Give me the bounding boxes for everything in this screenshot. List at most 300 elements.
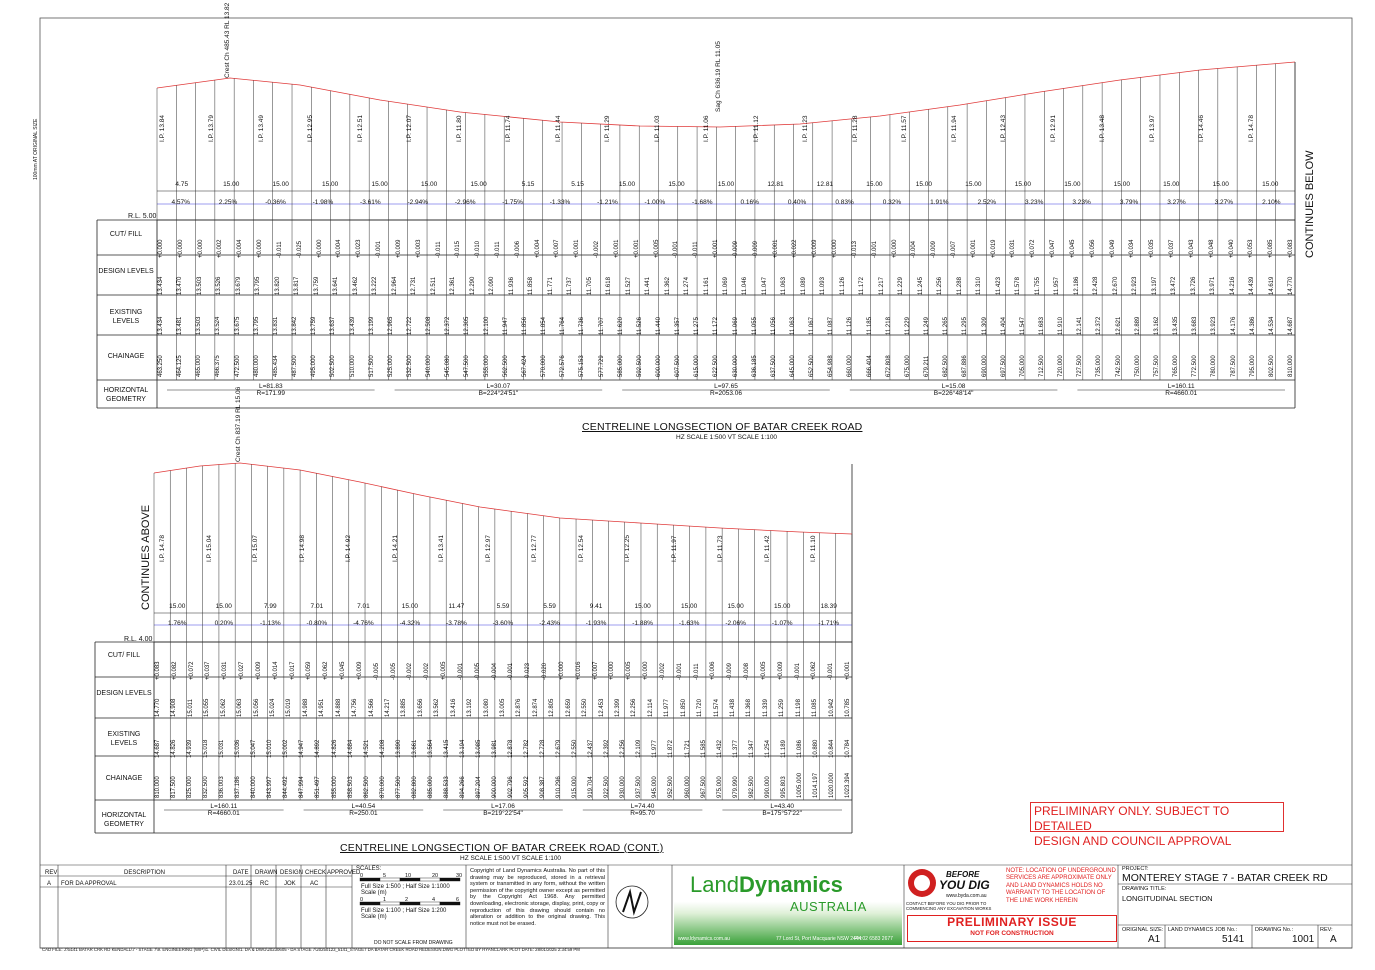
- existing-level: 11.764: [560, 317, 567, 335]
- chainage-value: 908.387: [540, 776, 547, 798]
- grade-label: 3.27%: [1167, 199, 1186, 206]
- cut-fill-value: +0.000: [316, 239, 323, 258]
- chainage-value: 960.000: [684, 776, 691, 798]
- existing-level: 14.684: [347, 739, 354, 758]
- chainage-value: 837.186: [235, 776, 242, 798]
- cut-fill-value: -0.011: [435, 241, 442, 258]
- design-level: 12.731: [411, 276, 418, 295]
- services-note: NOTE: LOCATION OF UNDERGROUND SERVICES ARE APPROXIMATE ONLY AND LAND DYNAMICS HOLDS NO WARRANTY TO THE LOCATION OF THE LINE WORK HEREIN: [1006, 868, 1116, 904]
- cut-fill-value: +0.040: [1228, 239, 1235, 258]
- rev-a-check: AC: [310, 881, 319, 887]
- chainage-value: 851.497: [315, 776, 322, 798]
- distance-label: 5.59: [496, 603, 510, 610]
- grade-label: 1.91%: [930, 199, 949, 206]
- distance-label: 15.00: [223, 181, 240, 188]
- chainage-value: 502.500: [330, 355, 337, 377]
- chainage-value: 952.500: [668, 776, 675, 798]
- distance-label: 4.75: [175, 181, 189, 188]
- design-level: 12.399: [615, 698, 621, 717]
- chainage-value: 858.503: [347, 776, 354, 798]
- chainage-value: 877.500: [395, 776, 402, 798]
- existing-level: 13.675: [234, 316, 241, 335]
- design-level: 12.964: [391, 276, 398, 295]
- existing-level: 11.432: [716, 740, 723, 758]
- existing-level: 13.439: [349, 316, 356, 335]
- rev-header-description: DESCRIPTION: [124, 870, 166, 876]
- design-level: 11.850: [680, 699, 687, 717]
- existing-level: 13.194: [459, 739, 466, 758]
- distance-label: 18.39: [820, 603, 837, 610]
- chainage-value: 795.000: [1249, 355, 1256, 377]
- cut-fill-value: +0.037: [1169, 239, 1176, 258]
- existing-level: 12.679: [556, 739, 563, 758]
- existing-level: 10.880: [812, 739, 819, 758]
- grade-label: 3.23%: [1024, 199, 1044, 206]
- design-level: 11.126: [839, 277, 846, 295]
- cut-fill-value: -0.005: [474, 662, 481, 680]
- cut-fill-value: +0.001: [633, 239, 640, 258]
- design-level: 12.256: [631, 698, 638, 717]
- grade-label: 2.25%: [218, 199, 238, 206]
- design-level: 11.172: [859, 277, 866, 295]
- byda-you-dig: YOU DIG: [939, 878, 990, 892]
- cut-fill-value: +0.003: [415, 239, 422, 258]
- cut-fill-value: +0.002: [217, 239, 224, 258]
- existing-level: 15.047: [251, 739, 258, 758]
- existing-level: 11.547: [1019, 317, 1026, 335]
- ip-label: I.P. 11.44: [554, 115, 562, 142]
- bottom-crest-label: Crest Ch 837.19 RL 15.06: [235, 386, 242, 462]
- chainage-value: 555.000: [483, 355, 490, 377]
- existing-level: 11.275: [694, 317, 701, 335]
- existing-level: 11.185: [866, 317, 873, 335]
- bottom-datum: R.L. 4.00: [124, 636, 153, 643]
- ip-label: I.P. 11.73: [717, 535, 725, 562]
- grade-label: -3.61%: [360, 199, 381, 206]
- design-level: 12.550: [582, 698, 589, 717]
- distance-label: 15.00: [169, 603, 186, 610]
- cut-fill-value: +0.004: [237, 239, 244, 258]
- cut-fill-value: +0.014: [272, 661, 279, 680]
- cut-fill-value: +0.000: [643, 661, 650, 680]
- geometry-radius: B=175°57'22": [762, 810, 802, 817]
- chainage-value: 672.808: [885, 355, 892, 377]
- cut-fill-value: +0.083: [155, 661, 161, 680]
- ip-label: I.P. 14.21: [391, 535, 399, 562]
- profile-line: [157, 62, 1295, 127]
- design-level: 14.619: [1268, 276, 1275, 295]
- existing-level: 11.910: [1058, 317, 1065, 335]
- cut-fill-value: +0.006: [710, 661, 717, 680]
- scale2-tick-4: 6: [456, 897, 460, 903]
- grade-label: -1.21%: [597, 199, 618, 206]
- design-level: 15.011: [187, 699, 194, 717]
- geometry-radius: B=226°48'14": [933, 390, 974, 397]
- ip-label: I.P. 14.98: [298, 535, 306, 562]
- cut-fill-value: -0.006: [514, 240, 521, 258]
- existing-level: 13.831: [272, 316, 279, 335]
- not-for-construction: NOT FOR CONSTRUCTION: [970, 930, 1054, 937]
- chainage-value: 697.500: [1000, 355, 1007, 377]
- design-level: 11.574: [713, 699, 720, 717]
- design-level: 13.795: [255, 276, 262, 295]
- cut-fill-value: +0.005: [626, 661, 633, 680]
- existing-level: 11.063: [790, 317, 797, 335]
- drawing-title: LONGITUDINAL SECTION: [1122, 894, 1213, 903]
- geometry-length: L=43.40: [770, 803, 795, 810]
- chainage-value: 937.500: [636, 776, 643, 798]
- geometry-length: L=74.40: [630, 803, 655, 810]
- chainage-value: 802.500: [1268, 355, 1275, 377]
- existing-level: 13.435: [1173, 316, 1180, 335]
- geometry-radius: R=4660.01: [1165, 390, 1198, 397]
- design-level: 11.438: [730, 699, 736, 717]
- chainage-value: 882.800: [411, 776, 418, 798]
- distance-label: 7.01: [357, 603, 370, 610]
- cut-fill-value: -0.001: [376, 240, 383, 258]
- existing-level: 12.372: [1096, 316, 1103, 335]
- existing-level: 11.189: [780, 740, 787, 758]
- cut-fill-value: +0.009: [777, 661, 784, 680]
- design-level: 14.908: [171, 698, 178, 717]
- grade-label: 3.23%: [1072, 199, 1091, 206]
- chainage-value: 577.729: [598, 355, 605, 377]
- grade-label: -2.94%: [407, 199, 429, 206]
- geometry-length: L=81.83: [258, 383, 283, 390]
- ip-label: I.P. 13.84: [159, 115, 166, 142]
- cut-fill-value: -0.001: [828, 662, 835, 680]
- chainage-value: 967.500: [700, 776, 707, 798]
- cut-fill-value: -0.001: [508, 662, 515, 680]
- existing-level: 11.707: [598, 317, 605, 335]
- chainage-value: 900.000: [491, 776, 498, 798]
- existing-level: 14.826: [171, 739, 178, 758]
- design-level: 11.441: [645, 277, 652, 295]
- design-level: 13.222: [372, 276, 379, 295]
- design-level: 11.936: [508, 277, 515, 295]
- design-level: 11.085: [812, 699, 819, 717]
- existing-level: 12.508: [426, 316, 433, 335]
- ip-label: I.P. 11.74: [505, 115, 513, 142]
- design-level: 13.197: [1151, 276, 1158, 295]
- design-level: 11.047: [761, 277, 768, 295]
- grade-label: 4.57%: [171, 199, 190, 206]
- bottom-row-chainage: CHAINAGE: [105, 775, 143, 782]
- ip-label: I.P. 11.06: [703, 115, 711, 142]
- geometry-length: L=15.08: [941, 383, 966, 390]
- chainage-value: 540.000: [426, 355, 433, 377]
- cut-fill-value: +0.000: [257, 239, 264, 258]
- chainage-value: 472.500: [234, 355, 241, 377]
- existing-level: 12.141: [1077, 316, 1084, 335]
- existing-level: 13.434: [158, 316, 164, 335]
- chainage-value: 735.000: [1096, 355, 1103, 377]
- chainage-value: 622.500: [713, 355, 720, 377]
- cut-fill-value: -0.001: [673, 240, 680, 258]
- cut-fill-value: +0.072: [188, 661, 195, 680]
- rev-header-date: DATE: [233, 870, 249, 876]
- project-name: MONTEREY STAGE 7 - BATAR CREEK RD: [1122, 872, 1328, 884]
- cut-fill-value: -0.002: [659, 662, 666, 680]
- existing-level: 11.172: [713, 317, 720, 335]
- existing-level: 12.550: [572, 739, 579, 758]
- chainage-value: 607.500: [675, 355, 682, 377]
- cut-fill-value: +0.009: [395, 239, 402, 258]
- scale1-unit: Scale (m): [361, 890, 387, 896]
- rev-a: A: [47, 881, 52, 887]
- rev-a-design: JOK: [284, 881, 296, 887]
- distance-label: 15.00: [717, 181, 735, 188]
- existing-level: 11.977: [652, 740, 659, 758]
- existing-level: 11.249: [924, 317, 931, 335]
- chainage-value: 810.000: [1288, 355, 1294, 377]
- ip-label: I.P. 15.04: [205, 535, 213, 562]
- geometry-radius: B=219°22'54": [483, 810, 523, 817]
- cut-fill-value: +0.062: [323, 661, 330, 680]
- cut-fill-value: +0.049: [1109, 239, 1116, 258]
- grade-label: -0.36%: [265, 199, 286, 206]
- design-level: 13.192: [467, 698, 474, 717]
- chainage-value: 975.000: [716, 776, 723, 798]
- existing-level: 13.890: [395, 739, 402, 758]
- chainage-value: 1005.000: [796, 772, 803, 798]
- cut-fill-value: +0.043: [1188, 239, 1195, 258]
- grade-label: 3.27%: [1214, 199, 1234, 206]
- ip-label: I.P. 11.12: [752, 115, 760, 142]
- ip-label: I.P. 12.97: [484, 535, 492, 562]
- existing-level: 12.728: [540, 739, 547, 758]
- rev-header-design: DESIGN: [280, 870, 304, 876]
- ip-label: I.P. 12.51: [356, 115, 364, 142]
- chainage-value: 615.000: [694, 355, 701, 377]
- chainage-value: 787.500: [1230, 355, 1237, 377]
- design-level: 14.216: [1229, 276, 1236, 295]
- design-level: 13.562: [434, 698, 441, 717]
- ip-label: I.P. 11.42: [763, 535, 771, 562]
- ip-label: I.P. 11.10: [810, 535, 818, 562]
- grade-label: -1.98%: [312, 199, 334, 206]
- cut-fill-value: +0.017: [289, 661, 296, 680]
- chainage-value: 1020.000: [828, 772, 835, 798]
- cut-fill-value: -0.001: [871, 240, 878, 258]
- distance-label: 15.00: [470, 181, 487, 188]
- existing-level: 11.056: [770, 317, 777, 335]
- chainage-value: 562.500: [502, 355, 509, 377]
- chainage-value: 930.000: [620, 776, 627, 798]
- existing-level: 11.721: [684, 740, 691, 758]
- top-title: CENTRELINE LONGSECTION OF BATAR CREEK ROAD: [582, 421, 863, 433]
- design-level: 12.659: [565, 698, 572, 717]
- chainage-value: 705.000: [1019, 355, 1026, 377]
- chainage-value: 840.000: [251, 776, 258, 798]
- existing-level: 13.564: [427, 739, 434, 758]
- cut-fill-value: -0.025: [296, 240, 303, 258]
- existing-level: 14.947: [299, 739, 306, 758]
- top-sag-label: Sag Ch 636.19 RL 11.05: [715, 41, 722, 112]
- design-level: 13.971: [1210, 276, 1217, 295]
- project-label: PROJECT:: [1122, 866, 1149, 872]
- existing-level: 12.437: [588, 739, 595, 758]
- cut-fill-value: -0.008: [744, 662, 751, 680]
- grade-label: -0.80%: [306, 620, 328, 627]
- design-level: 12.670: [1112, 276, 1119, 295]
- cut-fill-value: +0.085: [1268, 239, 1275, 258]
- chainage-value: 570.000: [541, 355, 548, 377]
- chainage-value: 945.000: [652, 776, 659, 798]
- top-scale: HZ SCALE 1:500 VT SCALE 1:100: [676, 434, 778, 441]
- geometry-radius: R=95.70: [630, 810, 655, 817]
- scale1-tick-3: 20: [432, 873, 439, 879]
- grade-label: -1.93%: [585, 620, 607, 627]
- chainage-value: 545.080: [445, 355, 452, 377]
- existing-level: 15.002: [283, 739, 290, 758]
- cut-fill-value: +0.048: [1208, 239, 1215, 258]
- cut-fill-value: -0.001: [457, 662, 464, 680]
- distance-label: 12.81: [816, 181, 834, 188]
- existing-level: 12.109: [636, 739, 643, 758]
- existing-level: 12.621: [1115, 316, 1122, 335]
- chainage-value: 637.500: [770, 355, 777, 377]
- existing-level: 12.782: [524, 739, 531, 758]
- design-level: 12.874: [532, 698, 539, 717]
- design-level: 11.063: [781, 277, 788, 295]
- chainage-value: 682.500: [943, 355, 950, 377]
- design-level: 13.416: [450, 698, 457, 717]
- ip-label: I.P. 11.57: [901, 115, 909, 142]
- chainage-value: 720.000: [1058, 355, 1065, 377]
- chainage-value: 547.500: [464, 355, 471, 377]
- existing-level: 11.218: [885, 317, 892, 335]
- grade-label: 2.10%: [1262, 199, 1281, 206]
- cut-fill-value: -0.005: [373, 662, 380, 680]
- top-continues: CONTINUES BELOW: [1304, 150, 1316, 258]
- ip-label: I.P. 12.91: [1049, 115, 1057, 142]
- cut-fill-value: +0.007: [592, 661, 599, 680]
- chainage-value: 690.000: [981, 355, 988, 377]
- distance-label: 12.81: [767, 181, 784, 188]
- existing-level: 11.229: [904, 317, 911, 335]
- design-level: 15.063: [237, 698, 244, 717]
- existing-level: 12.305: [464, 316, 471, 335]
- scale1-tick-4: 30: [456, 873, 463, 879]
- design-level: 14.770: [155, 698, 161, 717]
- cut-fill-value: +0.072: [1030, 239, 1037, 258]
- cut-fill-value: +0.059: [306, 661, 313, 680]
- ip-label: I.P. 13.49: [257, 115, 265, 142]
- chainage-value: 636.185: [751, 355, 758, 377]
- ip-label: I.P. 12.54: [577, 535, 585, 562]
- existing-level: 13.085: [475, 739, 482, 758]
- existing-level: 11.126: [847, 317, 854, 335]
- rev-a-date: 23.01.25: [229, 881, 253, 887]
- design-level: 14.439: [1249, 276, 1256, 295]
- scale1-tick-1: 5: [383, 873, 387, 879]
- grade-label: 0.32%: [882, 199, 902, 206]
- existing-level: 14.208: [379, 739, 386, 758]
- ip-label: I.P. 11.23: [802, 115, 810, 142]
- scale1-text: Full Size 1:500 ; Half Size 1:1000: [361, 884, 450, 890]
- geometry-length: L=17.06: [491, 803, 515, 810]
- existing-level: 13.795: [253, 316, 260, 335]
- cut-fill-value: +0.004: [534, 239, 541, 258]
- chainage-value: 464.125: [177, 355, 184, 377]
- distance-label: 15.00: [915, 181, 933, 188]
- existing-level: 13.981: [491, 739, 498, 758]
- design-level: 11.977: [664, 699, 671, 717]
- ip-label: I.P. 14.92: [345, 535, 353, 562]
- grade-label: 2.52%: [977, 199, 996, 206]
- chainage-value: 660.000: [847, 355, 854, 377]
- design-level: 11.046: [742, 277, 749, 295]
- logo-australia: AUSTRALIA: [790, 899, 867, 914]
- chainage-value: 675.000: [904, 355, 911, 377]
- design-level: 12.361: [450, 276, 457, 295]
- preliminary-line1: PRELIMINARY ONLY. SUBJECT TO DETAILED: [1034, 804, 1230, 833]
- grade-label: -4.32%: [399, 620, 421, 627]
- scale2-tick-1: 1: [383, 897, 387, 903]
- cut-fill-value: +0.031: [222, 661, 229, 680]
- design-level: 13.434: [158, 276, 164, 295]
- existing-level: 12.256: [620, 739, 627, 758]
- profile-line: [154, 463, 852, 534]
- design-level: 11.161: [703, 277, 710, 295]
- cut-fill-value: +0.005: [653, 239, 660, 258]
- company-web: www.ldynamics.com.au: [678, 936, 730, 942]
- design-level: 11.259: [779, 699, 786, 717]
- design-level: 10.785: [845, 698, 851, 717]
- cut-fill-value: +0.045: [1069, 239, 1076, 258]
- design-level: 11.229: [898, 277, 905, 295]
- distance-label: 11.47: [448, 603, 465, 610]
- design-level: 10.942: [828, 698, 835, 717]
- original-size: A1: [1148, 934, 1161, 945]
- grade-label: 0.40%: [787, 199, 807, 206]
- design-level: 14.988: [302, 698, 309, 717]
- grade-label: -1.63%: [678, 620, 700, 627]
- existing-level: 11.620: [617, 317, 624, 335]
- design-level: 13.462: [352, 276, 359, 295]
- chainage-value: 480.000: [253, 355, 260, 377]
- bottom-row-existing: EXISTING LEVELS: [107, 731, 141, 747]
- chainage-value: 979.990: [732, 776, 739, 798]
- original-size-label: ORIGINAL SIZE:: [1122, 927, 1164, 933]
- existing-level: 13.661: [411, 739, 418, 758]
- existing-level: 15.031: [219, 739, 226, 758]
- existing-level: 11.856: [521, 317, 528, 335]
- chainage-value: 810.000: [155, 776, 161, 798]
- cut-fill-value: +0.016: [575, 661, 582, 680]
- distance-label: 15.00: [420, 181, 438, 188]
- cut-fill-value: -0.009: [727, 662, 734, 680]
- chainage-value: 870.000: [379, 776, 386, 798]
- byda-icon: [908, 869, 936, 897]
- chainage-value: 727.500: [1077, 355, 1084, 377]
- distance-label: 15.00: [1212, 181, 1229, 188]
- distance-label: 15.00: [1064, 181, 1081, 188]
- chainage-value: 844.492: [283, 776, 290, 798]
- existing-level: 11.087: [828, 317, 835, 335]
- geometry-length: L=30.07: [486, 383, 511, 390]
- cut-fill-value: +0.005: [441, 661, 448, 680]
- geometry-radius: B=224°24'51": [478, 390, 519, 397]
- cut-fill-value: -0.011: [276, 241, 283, 258]
- design-level: 11.274: [684, 277, 691, 295]
- north-arrow-icon: [612, 882, 652, 922]
- distance-label: 15.00: [1113, 181, 1130, 188]
- cut-fill-value: +0.083: [1288, 239, 1294, 258]
- design-level: 14.951: [319, 698, 326, 717]
- cut-fill-value: -0.011: [693, 663, 700, 680]
